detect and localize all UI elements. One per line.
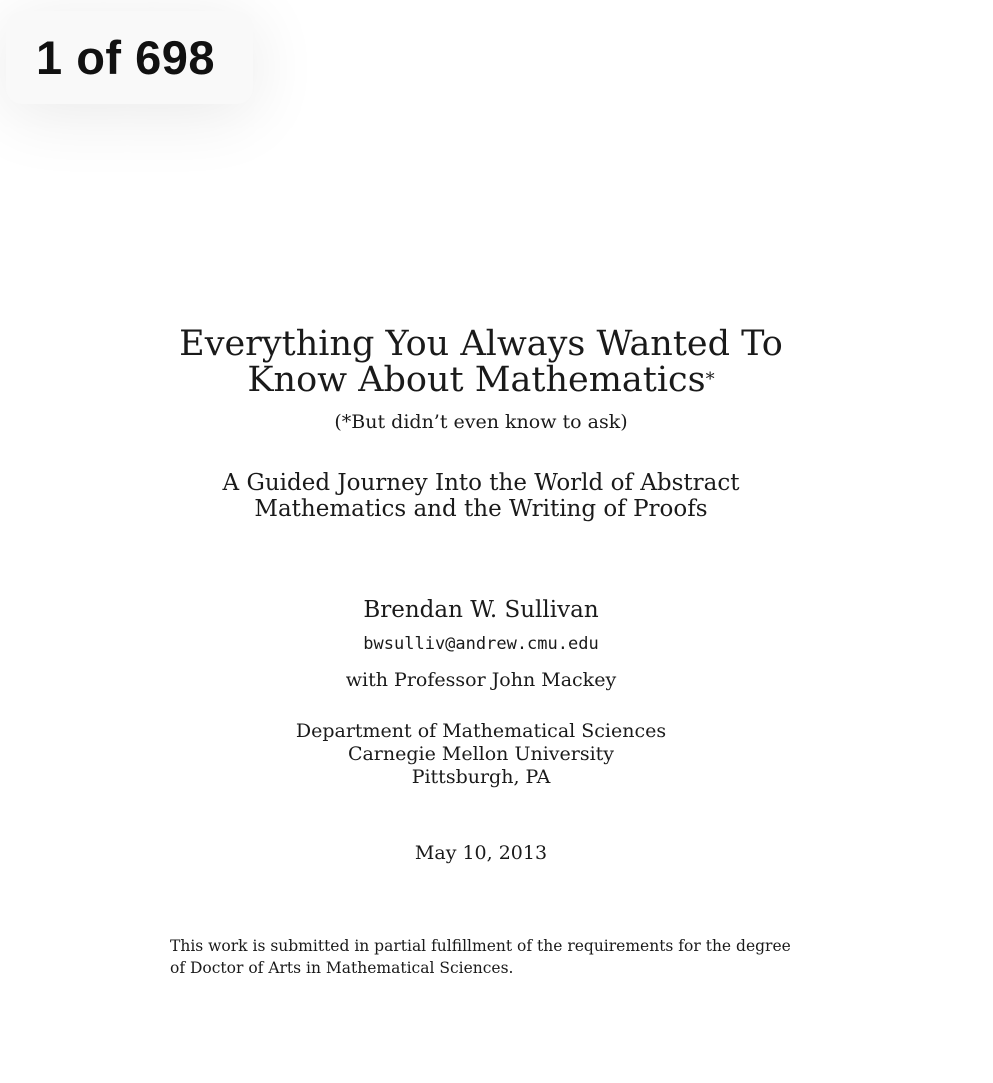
- degree-statement-line-1: This work is submitted in partial fulfillment of the requirements for the degree: [170, 937, 791, 955]
- department: Department of Mathematical Sciences: [295, 720, 667, 742]
- affiliation: [0, 720, 962, 789]
- author-name: Brendan W. Sullivan: [363, 597, 599, 623]
- university: Carnegie Mellon University: [347, 743, 615, 765]
- title-line-2-text: Know About Mathematics: [247, 360, 706, 400]
- subtitle-line-1: A Guided Journey Into the World of Abstract: [222, 470, 740, 496]
- degree-statement: [170, 935, 810, 979]
- subtitle-line-2: Mathematics and the Writing of Proofs: [254, 496, 708, 522]
- advisor-credit: with Professor John Mackey: [345, 669, 617, 691]
- author-email: bwsulliv@andrew.cmu.edu: [363, 634, 599, 654]
- page-indicator: 1 of 698: [6, 11, 253, 104]
- title-note: (*But didn’t even know to ask): [334, 411, 628, 433]
- degree-statement-line-2: of Doctor of Arts in Mathematical Sciences.: [170, 959, 514, 977]
- title-line-1: Everything You Always Wanted To: [179, 324, 783, 364]
- title-asterisk: *: [705, 369, 715, 390]
- location: Pittsburgh, PA: [411, 766, 551, 788]
- document-subtitle: [0, 470, 962, 522]
- document-date: May 10, 2013: [414, 842, 548, 864]
- document-title: [0, 326, 962, 398]
- title-line-2: [0, 362, 962, 398]
